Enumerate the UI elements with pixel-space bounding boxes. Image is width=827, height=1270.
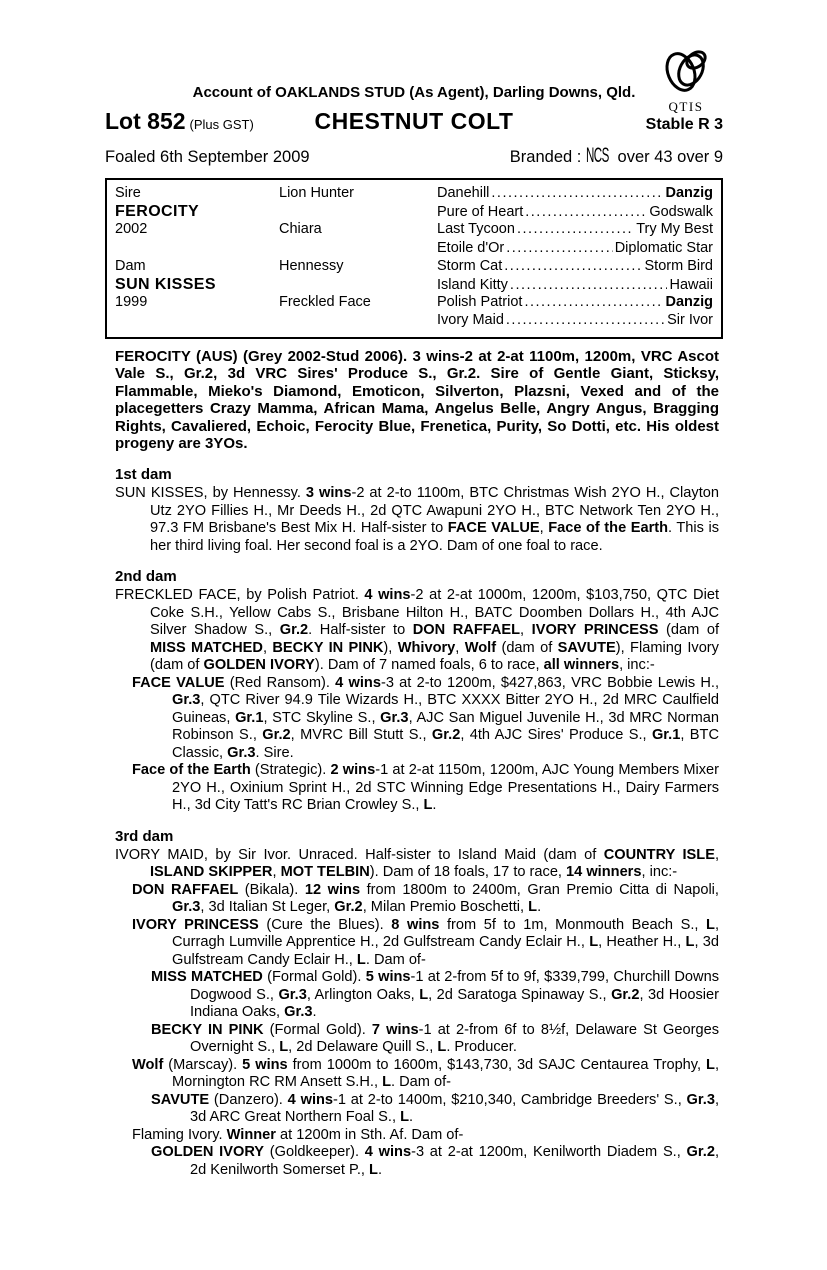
text: Flaming Ivory. (132, 1126, 227, 1143)
text: (Goldkeeper). (264, 1144, 365, 1161)
pedigree-ancestor-cell (437, 185, 713, 201)
bold-text: Face of the Earth (548, 520, 669, 537)
pedigree-row (115, 203, 713, 221)
text: , Mornington RC RM Ansett S.H., (172, 1056, 719, 1091)
bold-text: IVORY PRINCESS (531, 622, 659, 639)
horse-description: CHESTNUT COLT (314, 108, 514, 134)
lot-left (105, 108, 254, 135)
text: , Arlington Oaks, (306, 986, 420, 1003)
pedigree-parent-cell: Hennessy (279, 257, 344, 274)
pedigree-generation-cell: 2002 (115, 221, 148, 238)
leader-dots (517, 221, 634, 237)
pedigree-parent-cell: Lion Hunter (279, 185, 354, 201)
ancestor-sire: Danzig (665, 185, 713, 201)
bold-text: L (528, 899, 538, 916)
pedigree-paragraph (115, 1022, 719, 1057)
pedigree-row (115, 185, 713, 203)
bold-text: L (279, 1039, 289, 1056)
text: . (409, 1109, 414, 1126)
lot-line (105, 108, 723, 135)
text: , 2d Delaware Quill S., (288, 1039, 438, 1056)
text: . Dam of- (391, 1074, 452, 1091)
bold-text: 7 wins (371, 1021, 419, 1038)
text: . Producer. (446, 1039, 517, 1056)
pedigree-paragraph (115, 969, 719, 1022)
bold-text: 5 wins (242, 1056, 288, 1073)
branded-prefix: Branded : (509, 148, 586, 166)
bold-text: 4 wins (287, 1091, 334, 1108)
leader-dots (524, 294, 663, 310)
account-line: Account of OAKLANDS STUD (As Agent), Darling Downs, Qld. (192, 84, 636, 101)
bold-text: Whivory (397, 639, 456, 656)
bold-text: L (382, 1074, 391, 1091)
bold-text: L (423, 797, 433, 814)
bold-text: FACE VALUE (132, 674, 225, 691)
ancestor-name: Island Kitty (437, 276, 508, 293)
bold-text: Gr.2 (431, 727, 461, 744)
text: ), Flaming Ivory (dam of (150, 639, 719, 674)
text-column (105, 348, 723, 1180)
pedigree-parent-cell: Chiara (279, 221, 322, 238)
bold-text: SAVUTE (557, 639, 616, 656)
pedigree-paragraph (115, 485, 719, 555)
ancestor-name: Last Tycoon (437, 221, 515, 238)
bold-text: MOT TELBIN (280, 864, 370, 881)
bold-text: 4 wins (364, 587, 411, 604)
ancestor-name: Pure of Heart (437, 204, 524, 221)
ancestor-sire: Diplomatic Star (614, 239, 713, 256)
ancestor-name: Ivory Maid (437, 312, 504, 329)
text: -1 at 2-from 6f to 8½f, Delaware St Georges Overnight S., (190, 1021, 720, 1056)
text: , STC Skyline S., (263, 709, 381, 726)
bold-text: L (400, 1109, 409, 1126)
text: SUN KISSES, by Hennessy. (115, 485, 306, 502)
bold-text: all winners (543, 657, 620, 674)
text: . Sire. (255, 744, 294, 761)
qtis-label: QTIS (668, 99, 704, 114)
text: , 2d Saratoga Spinaway S., (428, 986, 612, 1003)
bold-text: FEROCITY (AUS) (Grey 2002-Stud 2006). 3 wins-2 at 2-at 1100m, 1200m, VRC Ascot Vale S., Gr.2, 3d VRC Sires' Produce S., Gr.2. Sire of Gentle Giant, Sticksy, Flammable, Mieko's Diamond, Emoticon, Silverton, Plazsni, Vexed and of the placegetters Crazy Mamma, African Mama, Angelus Belle, Angry Angus, Bragging Rights, Cavaliered, Echoic, Ferocity Blue, Frenetica, Purity, So Dotti, etc. His oldest progeny are 3YOs. (115, 347, 719, 453)
text: ), (383, 639, 398, 656)
text: . (537, 899, 542, 916)
text: -3 at 2-at 1200m, Kenilworth Diadem S., (411, 1144, 687, 1161)
text: , (539, 520, 549, 537)
bold-text: Gr.1 (235, 709, 264, 726)
bold-text: 12 wins (304, 881, 361, 898)
ancestor-name: Polish Patriot (437, 294, 523, 311)
bold-text: Gr.2 (279, 622, 309, 639)
text: (Bikala). (238, 881, 305, 898)
text: -3 at 2-to 1200m, $427,863, VRC Bobbie Lewis H., (380, 674, 720, 691)
text: , 3d Gulfstream Candy Eclair H., (172, 934, 720, 968)
leader-dots (506, 312, 665, 328)
pedigree-ancestor-cell (437, 312, 713, 328)
bold-text: DON RAFFAEL (412, 622, 521, 639)
pedigree-ancestor-cell (437, 277, 713, 293)
pedigree-ancestor-cell (437, 204, 713, 220)
text: . Half-sister to (308, 622, 413, 639)
bold-text: 3 wins (305, 485, 352, 502)
text: ). Dam of 7 named foals, 6 to race, (314, 657, 544, 674)
ancestor-name: Etoile d'Or (437, 239, 505, 256)
ancestor-sire: Danzig (665, 294, 713, 311)
bold-text: Gr.2 (262, 727, 291, 744)
text: . (377, 1161, 382, 1178)
bold-text: L (706, 1056, 715, 1073)
stable-number: Stable R 3 (645, 116, 723, 133)
text: (Danzero). (209, 1091, 288, 1108)
text: , (455, 639, 465, 656)
bold-text: Gr.3 (686, 1091, 715, 1108)
leader-dots (525, 204, 647, 220)
text: . Dam of- (365, 951, 426, 968)
bold-text: Gr.2 (334, 899, 363, 916)
bold-text: L (356, 951, 366, 968)
text: ). Dam of 18 foals, 17 to race, (369, 864, 567, 881)
bold-text: Gr.3 (284, 1004, 313, 1021)
bold-text: 2 wins (330, 762, 376, 779)
text: -1 at 2-at 1150m, 1200m, AJC Young Members Mixer 2YO H., Oxinium Sprint H., 2d STC Winning Edge Presentations H., Dairy Farmers H., 3d City Tatt's RC Brian Crowley S., (172, 762, 719, 814)
text: , 3d ARC Great Northern Foal S., (190, 1091, 720, 1126)
text: FRECKLED FACE, by Polish Patriot. (115, 587, 365, 604)
gst-note: (Plus GST) (189, 117, 254, 132)
content-column (105, 0, 723, 1179)
pedigree-parent-cell: Freckled Face (279, 294, 371, 311)
text: . (432, 797, 437, 814)
lot-number: Lot 852 (105, 108, 186, 134)
bold-text: Gr.1 (651, 727, 681, 744)
text: , (262, 639, 273, 656)
bold-text: DON RAFFAEL (132, 881, 239, 898)
pedigree-paragraph (115, 1057, 719, 1092)
bold-text: 14 winners (566, 864, 642, 881)
text: (Strategic). (250, 762, 331, 779)
bold-text: L (706, 916, 715, 933)
bold-text: SAVUTE (151, 1091, 210, 1108)
bold-text: BECKY IN PINK (151, 1021, 264, 1038)
text: -1 at 2-from 5f to 9f, $339,799, Churchill Downs Dogwood S., (190, 969, 719, 1003)
bold-text: Face of the Earth (132, 762, 251, 779)
sire-summary (115, 348, 719, 454)
bold-text: Gr.2 (686, 1144, 715, 1161)
bold-text: ISLAND SKIPPER (150, 864, 273, 881)
pedigree-ancestor-cell (437, 294, 713, 310)
branded-suffix: over 43 over 9 (612, 148, 723, 166)
foaled-line (105, 144, 723, 168)
pedigree-row (115, 312, 713, 330)
text: . This is her third living foal. Her second foal is a 2YO. Dam of one foal to race. (150, 520, 720, 554)
text: (Marscay). (163, 1056, 243, 1073)
text: (dam of (658, 622, 719, 639)
bold-text: MISS MATCHED (151, 969, 263, 986)
bold-text: GOLDEN IVORY (203, 657, 315, 674)
ancestor-sire: Hawaii (669, 276, 713, 293)
bold-text: Gr.2 (611, 986, 640, 1003)
pedigree-paragraph (115, 1092, 719, 1127)
text: (Red Ransom). (224, 674, 336, 691)
bold-text: Winner (226, 1126, 276, 1143)
ancestor-sire: Sir Ivor (667, 312, 713, 329)
text: , 4th AJC Sires' Produce S., (460, 727, 652, 744)
text: , BTC Classic, (172, 727, 719, 761)
pedigree-row (115, 276, 713, 294)
pedigree-row (115, 294, 713, 312)
bold-text: Wolf (132, 1056, 164, 1073)
bold-text: 4 wins (335, 674, 381, 691)
text: (Formal Gold). (263, 1021, 372, 1038)
pedigree-ancestor-cell (437, 221, 713, 237)
dam-section-heading: 3rd dam (115, 827, 174, 845)
bold-text: 5 wins (365, 969, 411, 986)
pedigree-generation-cell: Dam (115, 257, 146, 274)
pedigree-paragraph (115, 587, 719, 675)
text: , AJC San Miguel Juvenile H., 3d MRC Norman Robinson S., (172, 709, 720, 744)
text: , 3d Italian St Leger, (200, 899, 335, 916)
pedigree-paragraph (115, 762, 719, 815)
text: -1 at 2-to 1400m, $210,340, Cambridge Breeders' S., (333, 1091, 687, 1108)
text: , inc:- (641, 864, 678, 881)
bold-text: L (437, 1039, 447, 1056)
text: , (520, 622, 532, 639)
dam-sections (115, 466, 719, 1179)
text: , inc:- (619, 657, 655, 674)
bold-text: L (589, 934, 599, 951)
leader-dots (506, 240, 612, 256)
bold-text: Gr.3 (278, 986, 307, 1003)
leader-dots (510, 277, 668, 293)
bold-text: 8 wins (391, 916, 440, 933)
bold-text: L (685, 934, 695, 951)
dam-section-heading: 1st dam (115, 466, 172, 484)
bold-text: GOLDEN IVORY (151, 1144, 265, 1161)
pedigree-generation-cell: FEROCITY (115, 203, 200, 221)
text: , (714, 846, 720, 863)
pedigree-table (105, 178, 723, 339)
pedigree-paragraph (115, 1144, 719, 1179)
pedigree-rows (115, 185, 713, 331)
pedigree-row (115, 240, 713, 258)
bold-text: MISS MATCHED (150, 639, 263, 656)
pedigree-paragraph (115, 847, 719, 882)
text: , Heather H., (598, 934, 686, 951)
ancestor-sire: Godswalk (649, 204, 713, 221)
pedigree-ancestor-cell (437, 258, 713, 274)
bold-text: FACE VALUE (447, 520, 540, 537)
text: , Curragh Lumville Apprentice H., 2d Gulfstream Candy Eclair H., (172, 916, 720, 951)
text: , 2d Kenilworth Somerset P., (190, 1144, 720, 1178)
text: at 1200m in Sth. Af. Dam of- (275, 1126, 464, 1143)
bold-text: Gr.3 (172, 692, 201, 709)
pedigree-row (115, 258, 713, 276)
text: from 5f to 1m, Monmouth Beach S., (439, 916, 707, 933)
text: . (312, 1004, 317, 1021)
bold-text: Gr.3 (227, 744, 256, 761)
text: (dam of (496, 639, 558, 656)
pedigree-row (115, 221, 713, 239)
text: from 1800m to 2400m, Gran Premio Citta di Napoli, (360, 881, 719, 898)
bold-text: BECKY IN PINK (272, 639, 384, 656)
pedigree-ancestor-cell (437, 240, 713, 256)
text: from 1000m to 1600m, $143,730, 3d SAJC Centaurea Trophy, (287, 1056, 707, 1073)
text: -2 at 2-to 1100m, BTC Christmas Wish 2YO H., Clayton Utz 2YO Fillies H., Mr Deeds H., 2d QTC Awapuni 2YO H., BTC Network Ten 2YO H., 97.3 FM Brisbane's Best Mix H. Half-sister to (150, 485, 719, 537)
text: , Milan Premio Boschetti, (362, 899, 529, 916)
bold-text: IVORY PRINCESS (132, 916, 259, 933)
text: -2 at 2-at 1000m, 1200m, $103,750, QTC Diet Coke S.H., Yellow Cabs S., Brisbane Hilton H., BATC Doomben Dollars H., 4th AJC Silver Shadow S., (150, 587, 720, 639)
text: , 3d Hoosier Indiana Oaks, (190, 986, 719, 1021)
ancestor-sire: Storm Bird (644, 257, 713, 274)
text: IVORY MAID, by Sir Ivor. Unraced. Half-sister to Island Maid (dam of (115, 846, 604, 863)
text: (Cure the Blues). (258, 916, 392, 933)
text: (Formal Gold). (262, 969, 366, 986)
ancestor-name: Storm Cat (437, 257, 503, 274)
pedigree-generation-cell: SUN KISSES (115, 275, 216, 293)
bold-text: L (419, 986, 429, 1003)
bold-text: Gr.3 (380, 709, 409, 726)
bold-text: Wolf (464, 639, 497, 656)
leader-dots (504, 258, 642, 274)
bold-text: Gr.3 (172, 899, 201, 916)
branded-info (510, 144, 723, 168)
text: , MVRC Bill Stutt S., (290, 727, 432, 744)
text: , (272, 864, 281, 881)
brand-mark: NCS (585, 144, 609, 167)
foaled-date: Foaled 6th September 2009 (105, 148, 310, 166)
pedigree-generation-cell: 1999 (115, 294, 148, 311)
ancestor-sire: Try My Best (636, 221, 713, 238)
bold-text: 4 wins (364, 1144, 412, 1161)
ancestor-name: Danehill (437, 185, 490, 201)
pedigree-paragraph (115, 882, 719, 917)
text: , QTC River 94.9 Tile Wizards H., BTC XXXX Bitter 2YO H., 2d MRC Caulfield Guineas, (172, 692, 719, 726)
pedigree-paragraph (115, 917, 719, 970)
pedigree-paragraph (115, 675, 719, 763)
leader-dots (491, 185, 663, 201)
bold-text: L (369, 1161, 378, 1178)
bold-text: COUNTRY ISLE (603, 846, 715, 863)
pedigree-paragraph (115, 1127, 719, 1145)
pedigree-generation-cell: Sire (115, 185, 141, 201)
dam-section-heading: 2nd dam (115, 568, 177, 586)
